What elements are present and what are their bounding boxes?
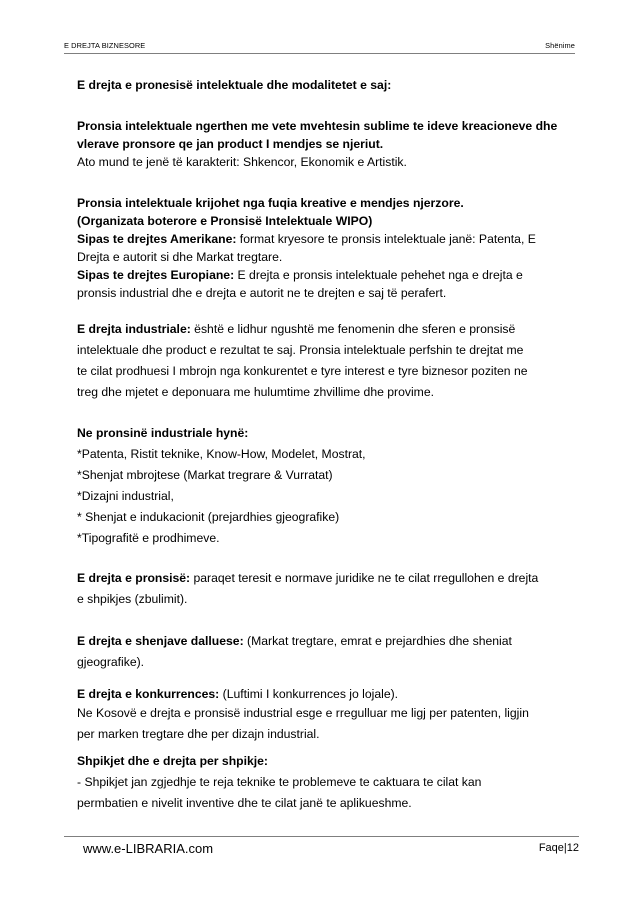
paragraph-distinctive-marks — [77, 631, 512, 673]
paragraph-competition — [77, 685, 529, 745]
european-law-text: E drejta e pronsis intelektuale pehehet nga e drejta e — [234, 268, 523, 282]
list-item: *Patenta, Ristit teknike, Know-How, Modelet, Mostrat, — [77, 447, 366, 461]
p5-line-2: e shpikjes (zbulimit). — [77, 592, 188, 606]
list-item: *Shenjat mbrojtese (Markat tregrare & Vurratat) — [77, 468, 333, 482]
p7-line-2: Ne Kosovë e drejta e pronsisë industrial esge e rregulluar me ligj per patenten, ligjin — [77, 706, 529, 720]
p5-line-1 — [77, 568, 538, 589]
p3-line-1 — [77, 319, 528, 340]
p3-line-4: treg dhe mjetet e deponuara me hulumtime zhvillime dhe provime. — [77, 385, 435, 399]
p8-line-1: - Shpikjet jan zgjedhje te reja teknike te problemeve te caktuara te cilat kan — [77, 775, 482, 789]
list-item: *Tipografitë e prodhimeve. — [77, 531, 220, 545]
page-number: Faqe|12 — [538, 842, 579, 854]
header-right-text: Shënime — [545, 41, 575, 50]
list-item: * Shenjat e indukacionit (prejardhies gjeografike) — [77, 510, 340, 524]
competition-text: (Luftimi I konkurrences jo lojale). — [219, 687, 399, 701]
paragraph-industrial-property-list — [77, 423, 366, 549]
p2-bold-line-1: Pronsia intelektuale krijohet nga fuqia kreative e mendjes njerzore. — [77, 196, 464, 210]
p6-line-2: gjeografike). — [77, 655, 145, 669]
footer-website: www.e-LIBRARIA.com — [83, 841, 214, 856]
paragraph-intellectual-property — [77, 117, 557, 171]
competition-label: E drejta e konkurrences: — [77, 687, 220, 701]
distinctive-marks-text: (Markat tregtare, emrat e prejardhies dhe sheniat — [243, 634, 512, 648]
paragraph-creation — [77, 194, 536, 302]
property-law-label: E drejta e pronsisë: — [77, 571, 191, 585]
page-footer — [64, 836, 579, 859]
p2-european-line-2: pronsis industrial dhe e drejta e autorit ne te drejten e saj të perafert. — [77, 286, 447, 300]
p3-line-3: te cilat prodhuesi I mbrojn nga konkurentet e tyre interest e tyre biznesor poziten ne — [77, 364, 528, 378]
p7-line-1 — [77, 685, 529, 703]
p4-heading: Ne pronsinë industriale hynë: — [77, 426, 249, 440]
american-law-text: format kryesore te pronsis intelektuale janë: Patenta, E — [236, 232, 536, 246]
european-law-label: Sipas te drejtes Europiane: — [77, 268, 235, 282]
p6-line-1 — [77, 631, 512, 652]
property-law-text: paraqet teresit e normave juridike ne te cilat rregullohen e drejta — [190, 571, 539, 585]
p1-bold-line-2: vlerave pronsore qe jan product I mendjes se njeriut. — [77, 137, 384, 151]
list-item: *Dizajni industrial, — [77, 489, 174, 503]
p3-line-2: intelektuale dhe product e rezultat te saj. Pronsia intelektuale perfshin te drejtat me — [77, 343, 524, 357]
p8-line-2: permbatien e nivelit inventive dhe te cilat janë te aplikueshme. — [77, 796, 412, 810]
p2-american-line-1 — [77, 230, 536, 248]
p1-text-line: Ato mund te jenë të karakterit: Shkencor, Ekonomik e Artistik. — [77, 155, 407, 169]
p8-heading: Shpikjet dhe e drejta per shpikje: — [77, 754, 268, 768]
page-header — [64, 39, 575, 54]
p1-bold-line-1: Pronsia intelektuale ngerthen me vete mvehtesin sublime te ideve kreacioneve dhe — [77, 119, 558, 133]
p2-european-line-1 — [77, 266, 536, 284]
paragraph-property-law — [77, 568, 538, 610]
industrial-law-label: E drejta industriale: — [77, 322, 191, 336]
section-title: E drejta e pronesisë intelektuale dhe modalitetet e saj: — [77, 78, 392, 92]
p7-line-3: per marken tregtare dhe per dizajn industrial. — [77, 727, 320, 741]
industrial-law-text: është e lidhur ngushtë me fenomenin dhe sferen e pronsisë — [190, 322, 516, 336]
paragraph-inventions — [77, 751, 481, 814]
american-law-label: Sipas te drejtes Amerikane: — [77, 232, 237, 246]
p2-american-line-2: Drejta e autorit si dhe Markat tregtare. — [77, 250, 283, 264]
header-left-text: E DREJTA BIZNESORE — [64, 41, 146, 50]
p2-bold-line-2: (Organizata boterore e Pronsisë Intelektuale WIPO) — [77, 214, 373, 228]
distinctive-marks-label: E drejta e shenjave dalluese: — [77, 634, 244, 648]
paragraph-industrial-law — [77, 319, 528, 403]
